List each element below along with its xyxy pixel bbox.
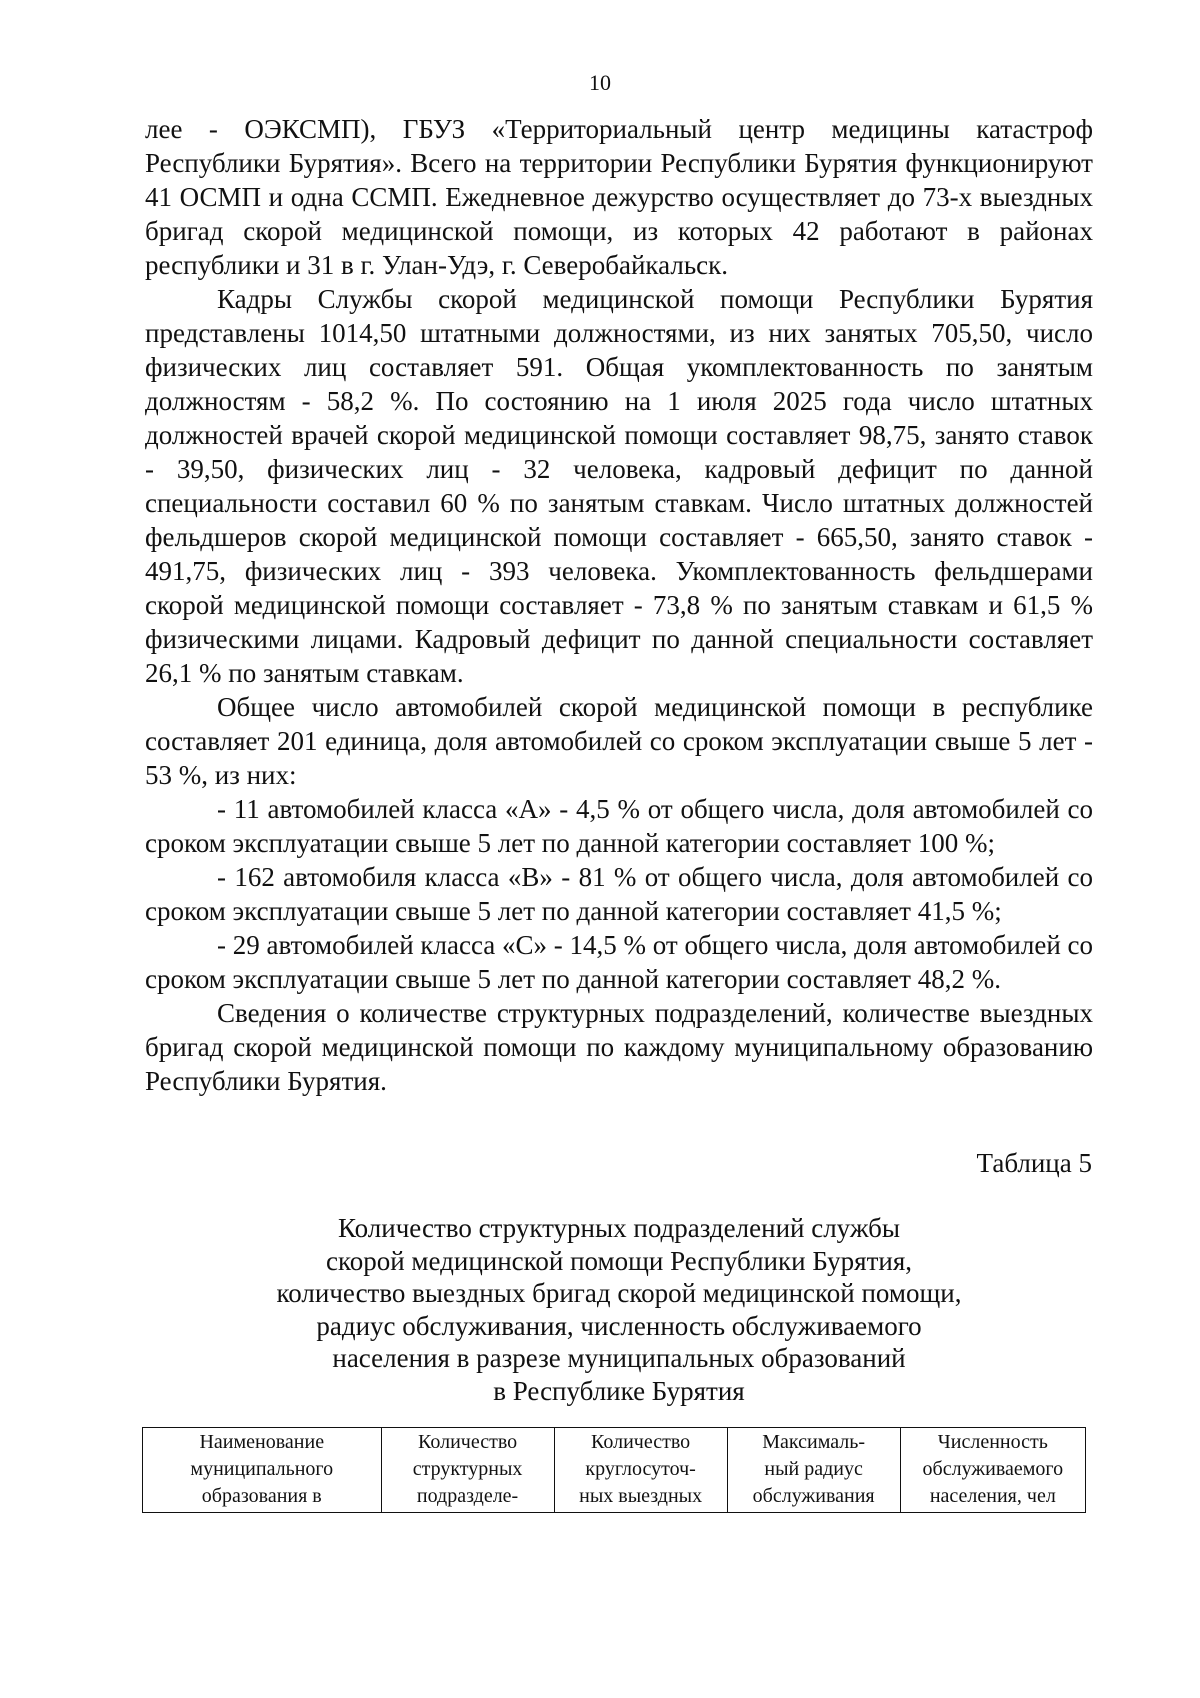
data-table [142, 1427, 1086, 1513]
body-text [145, 112, 1093, 1098]
paragraph-staff: Кадры Службы скорой медицинской помощи Республики Бурятия представлены 1014,50 штатными должностями, из них занятых 705,50, число физических лиц составляет 591. Общая укомплектованность по занятым должностям - 58,2 %. По состоянию на 1 июля 2025 года число штатных должностей врачей скорой медицинской помощи составляет 98,75, занято ставок - 39,50, физических лиц - 32 человека, кадровый дефицит по данной специальности составил 60 % по занятым ставкам. Число штатных должностей фельдшеров скорой медицинской помощи составляет - 665,50, занято ставок - 491,75, физических лиц - 393 человека. Укомплектованность фельдшерами скорой медицинской помощи составляет - 73,8 % по занятым ставкам и 61,5 % физическими лицами. Кадровый дефицит по данной специальности составляет 26,1 % по занятым ставкам. [145, 284, 1093, 688]
page-number: 10 [589, 70, 611, 95]
table-title-line: радиус обслуживания, численность обслуживаемого [316, 1310, 922, 1341]
list-item-class-a: - 11 автомобилей класса «А» - 4,5 % от общего числа, доля автомобилей со сроком эксплуатации свыше 5 лет по данной категории составляет 100 %; [145, 794, 1093, 858]
table-title-line: скорой медицинской помощи Республики Бурятия, [326, 1245, 912, 1276]
column-header-population: Численность обслуживаемого населения, чел [900, 1428, 1085, 1513]
column-header-municipality: Наименование муниципального образования в [143, 1428, 382, 1513]
table-title-line: Количество структурных подразделений службы [338, 1213, 900, 1243]
paragraph-vehicles: Общее число автомобилей скорой медицинской помощи в республике составляет 201 единица, доля автомобилей со сроком эксплуатации свыше 5 лет - 53 %, из них: [145, 692, 1093, 790]
list-item-class-b: - 162 автомобиля класса «В» - 81 % от общего числа, доля автомобилей со сроком эксплуатации свыше 5 лет по данной категории составляет 41,5 %; [145, 862, 1093, 926]
table-label: Таблица 5 [976, 1148, 1092, 1178]
table-title-line: в Республике Бурятия [493, 1375, 745, 1406]
table-header-row [143, 1428, 1086, 1513]
table-title-line: количество выездных бригад скорой медицинской помощи, [276, 1278, 962, 1308]
table-title [145, 1212, 1093, 1407]
column-header-units: Количество структурных подразделе- [381, 1428, 554, 1513]
list-item-class-c: - 29 автомобилей класса «С» - 14,5 % от общего числа, доля автомобилей со сроком эксплуатации свыше 5 лет по данной категории составляет 48,2 %. [145, 930, 1094, 994]
paragraph-info: Сведения о количестве структурных подразделений, количестве выездных бригад скорой медицинской помощи по каждому муниципальному образованию Республики Бурятия. [145, 998, 1093, 1096]
column-header-radius: Максималь- ный радиус обслуживания [727, 1428, 900, 1513]
table-title-line: населения в разрезе муниципальных образований [332, 1343, 906, 1373]
column-header-teams: Количество круглосуточ- ных выездных [554, 1428, 727, 1513]
paragraph-intro: лее - ОЭКСМП), ГБУЗ «Территориальный центр медицины катастроф Республики Бурятия». Всего на территории Республики Бурятия функционируют 41 ОСМП и одна ССМП. Ежедневное дежурство осуществляет до 73-х выездных бригад скорой медицинской помощи, из которых 42 работают в районах республики и 31 в г. Улан-Удэ, г. Северобайкальск. [145, 114, 1093, 280]
